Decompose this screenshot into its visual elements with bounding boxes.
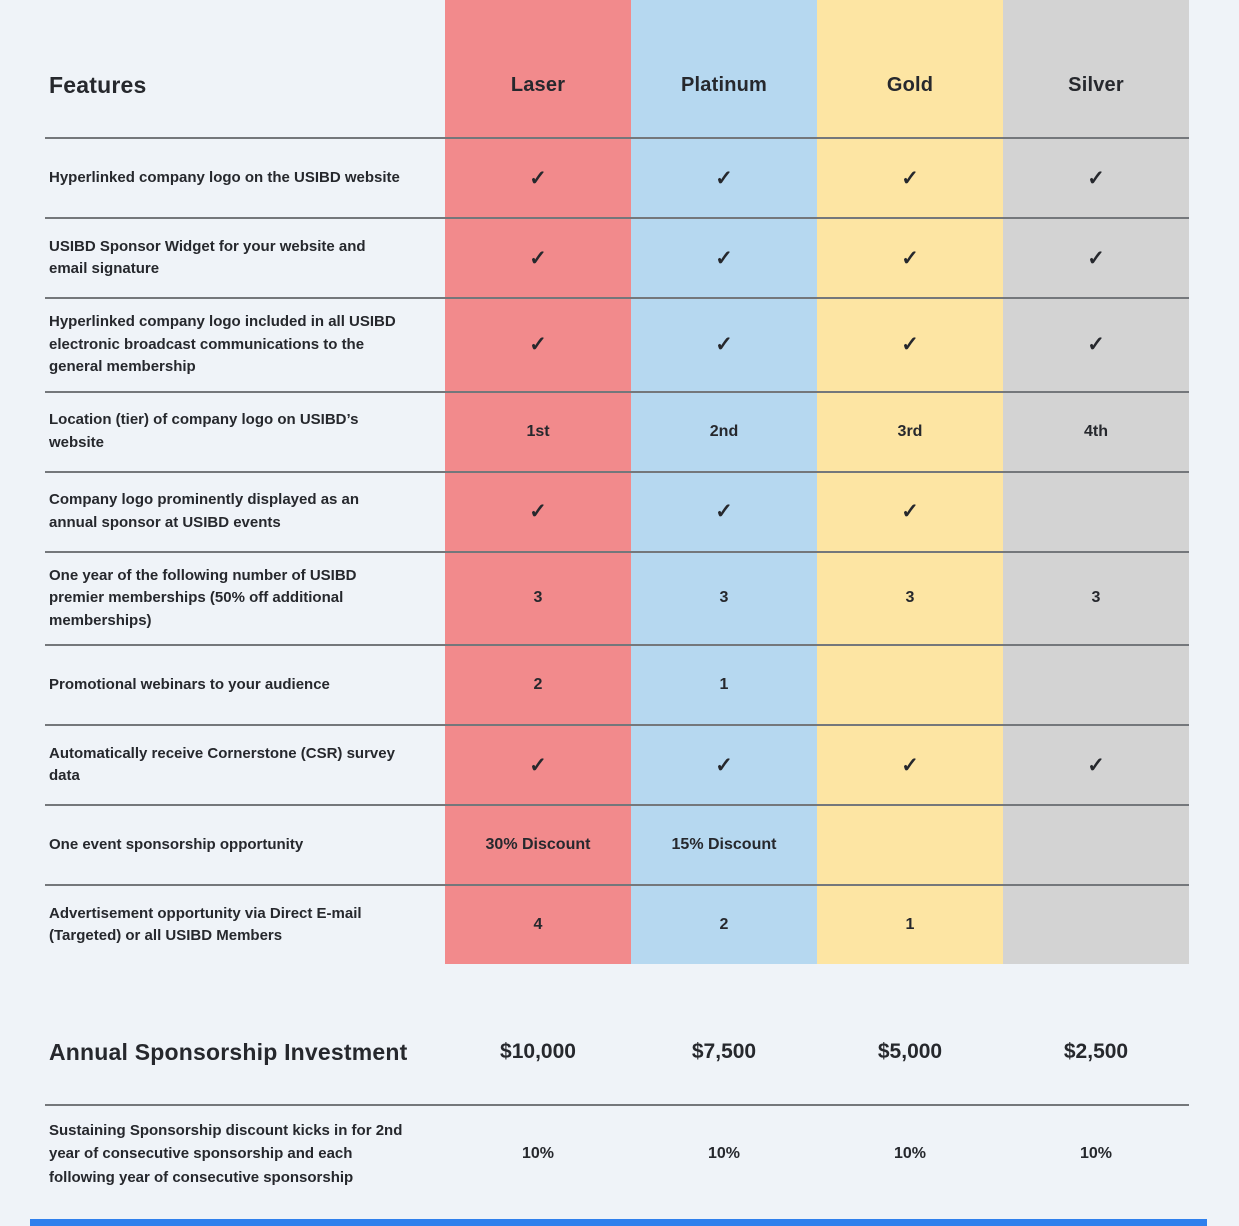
feature-cell: Hyperlinked company logo included in all USIBD electronic broadcast communications to the general membership bbox=[45, 297, 445, 391]
tier-cell bbox=[1003, 137, 1189, 217]
feature-cell: One year of the following number of USIBD premier memberships (50% off additional memberships) bbox=[45, 551, 445, 645]
cell-value: 4 bbox=[533, 916, 543, 933]
check-icon: ✓ bbox=[529, 246, 547, 270]
tier-cell bbox=[817, 137, 1003, 217]
tier-cell bbox=[817, 724, 1003, 804]
feature-cell: USIBD Sponsor Widget for your website and email signature bbox=[45, 217, 445, 297]
tier-cell bbox=[445, 884, 631, 964]
check-icon: ✓ bbox=[901, 166, 919, 190]
tier-cell bbox=[445, 297, 631, 391]
tier-cell bbox=[631, 804, 817, 884]
check-icon: ✓ bbox=[1087, 333, 1105, 357]
tier-cell bbox=[817, 297, 1003, 391]
tier-cell bbox=[631, 644, 817, 724]
tier-cell bbox=[445, 137, 631, 217]
check-icon: ✓ bbox=[1087, 246, 1105, 270]
sustaining-discount-silver: 10% bbox=[1003, 1104, 1189, 1218]
bottom-accent-bar bbox=[30, 1219, 1207, 1226]
check-icon: ✓ bbox=[529, 333, 547, 357]
investment-platinum: $7,500 bbox=[691, 1040, 757, 1063]
tier-cell bbox=[445, 471, 631, 551]
tier-header-platinum: Platinum bbox=[631, 0, 817, 137]
tier-cell bbox=[817, 471, 1003, 551]
tier-cell bbox=[631, 471, 817, 551]
check-icon: ✓ bbox=[715, 500, 733, 523]
cell-value: 3rd bbox=[897, 422, 923, 440]
cell-value: 15% Discount bbox=[671, 836, 777, 853]
investment-gold: $5,000 bbox=[877, 1040, 943, 1063]
sustaining-discount-platinum: 10% bbox=[631, 1104, 817, 1218]
feature-cell: Location (tier) of company logo on USIBD’s website bbox=[45, 391, 445, 471]
tier-cell bbox=[817, 804, 1003, 884]
feature-cell: Company logo prominently displayed as an annual sponsor at USIBD events bbox=[45, 471, 445, 551]
check-icon: ✓ bbox=[715, 333, 733, 357]
check-icon: ✓ bbox=[901, 753, 919, 777]
tier-cell bbox=[1003, 471, 1189, 551]
pricing-table bbox=[45, 0, 1189, 1218]
tier-cell bbox=[631, 724, 817, 804]
cell-value: 1 bbox=[719, 676, 729, 693]
tier-cell bbox=[1003, 297, 1189, 391]
cell-value: 3 bbox=[719, 589, 729, 607]
check-icon: ✓ bbox=[901, 500, 919, 523]
sustaining-discount-label: Sustaining Sponsorship discount kicks in for 2nd year of consecutive sponsorship and each following year of consecutive sponsorship bbox=[45, 1104, 445, 1218]
tier-cell bbox=[817, 644, 1003, 724]
tier-cell bbox=[1003, 724, 1189, 804]
check-icon: ✓ bbox=[1087, 166, 1105, 190]
tier-cell bbox=[445, 804, 631, 884]
features-header: Features bbox=[49, 72, 147, 98]
tier-header-silver: Silver bbox=[1003, 0, 1189, 137]
tier-cell bbox=[631, 137, 817, 217]
tier-cell bbox=[817, 391, 1003, 471]
tier-cell bbox=[1003, 884, 1189, 964]
tier-cell bbox=[1003, 804, 1189, 884]
tier-cell bbox=[631, 391, 817, 471]
feature-cell: One event sponsorship opportunity bbox=[45, 804, 445, 884]
tier-cell bbox=[1003, 551, 1189, 645]
investment-label: Annual Sponsorship Investment bbox=[49, 1038, 408, 1065]
cell-value: 1 bbox=[905, 916, 915, 933]
tier-cell bbox=[1003, 217, 1189, 297]
cell-value: 2 bbox=[719, 916, 729, 933]
tier-cell bbox=[445, 217, 631, 297]
check-icon: ✓ bbox=[901, 246, 919, 270]
check-icon: ✓ bbox=[529, 500, 547, 523]
cell-value: 4th bbox=[1084, 422, 1108, 440]
tier-cell bbox=[1003, 391, 1189, 471]
tier-cell bbox=[445, 551, 631, 645]
cell-value: 3 bbox=[1091, 589, 1101, 607]
cell-value: 1st bbox=[526, 422, 550, 440]
sustaining-discount-gold: 10% bbox=[817, 1104, 1003, 1218]
feature-cell: Promotional webinars to your audience bbox=[45, 644, 445, 724]
cell-value: 30% Discount bbox=[485, 836, 591, 853]
feature-cell: Automatically receive Cornerstone (CSR) survey data bbox=[45, 724, 445, 804]
investment-silver: $2,500 bbox=[1063, 1040, 1129, 1063]
tier-cell bbox=[631, 297, 817, 391]
tier-cell bbox=[445, 391, 631, 471]
check-icon: ✓ bbox=[1087, 753, 1105, 777]
cell-value: 3 bbox=[533, 589, 543, 607]
tier-header-gold: Gold bbox=[817, 0, 1003, 137]
feature-cell: Advertisement opportunity via Direct E-mail (Targeted) or all USIBD Members bbox=[45, 884, 445, 964]
check-icon: ✓ bbox=[715, 246, 733, 270]
sustaining-discount-laser: 10% bbox=[445, 1104, 631, 1218]
check-icon: ✓ bbox=[529, 753, 547, 777]
tier-cell bbox=[445, 724, 631, 804]
check-icon: ✓ bbox=[715, 166, 733, 190]
feature-cell: Hyperlinked company logo on the USIBD website bbox=[45, 137, 445, 217]
tier-cell bbox=[1003, 644, 1189, 724]
investment-laser: $10,000 bbox=[500, 1040, 576, 1063]
tier-header-laser: Laser bbox=[445, 0, 631, 137]
check-icon: ✓ bbox=[715, 753, 733, 777]
cell-value: 3 bbox=[905, 589, 915, 607]
tier-cell bbox=[631, 217, 817, 297]
tier-cell bbox=[631, 551, 817, 645]
tier-cell bbox=[631, 884, 817, 964]
tier-cell bbox=[445, 644, 631, 724]
tier-cell bbox=[817, 551, 1003, 645]
tier-cell bbox=[817, 884, 1003, 964]
tier-cell bbox=[817, 217, 1003, 297]
check-icon: ✓ bbox=[901, 333, 919, 357]
cell-value: 2 bbox=[533, 676, 543, 693]
check-icon: ✓ bbox=[529, 166, 547, 190]
cell-value: 2nd bbox=[709, 422, 739, 440]
